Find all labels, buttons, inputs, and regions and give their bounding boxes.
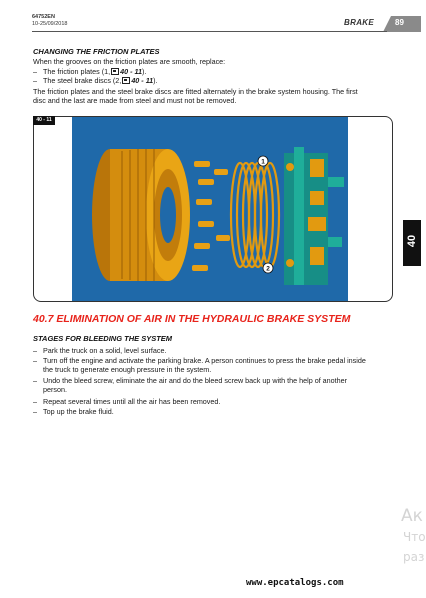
list-close: ). (141, 67, 147, 76)
footer-url[interactable]: www.epcatalogs.com (246, 578, 344, 588)
figure-ref: 40 - 11 (131, 76, 154, 85)
list-item (33, 407, 393, 416)
bleeding-heading: STAGES FOR BLEEDING THE SYSTEM (33, 334, 173, 343)
list-text: Undo the bleed screw, eliminate the air and do the bleed screw back up with the help of another (43, 376, 348, 385)
doc-date: 10-25/09/2018 (32, 20, 68, 27)
document-id (32, 14, 67, 27)
friction-note-line2: disc and the last are made from steel and must not be removed. (33, 96, 237, 105)
list-dash: – (33, 356, 37, 365)
list-text: the truck to generate enough pressure in the system. (43, 365, 212, 375)
list-text: The steel brake discs (2, (43, 76, 122, 85)
list-text: Repeat several times until all the air has been removed. (43, 397, 221, 406)
brake-hub (92, 149, 190, 281)
list-text: person. (43, 385, 67, 395)
friction-note-line1: The friction plates and the steel brake discs are fitted alternately in the brake system housing. The first (33, 87, 358, 96)
watermark-line1: Ак (401, 506, 423, 526)
list-dash: – (33, 376, 37, 385)
figure-ref: 40 - 11 (120, 67, 142, 76)
page-number: 89 (395, 18, 404, 27)
list-item (33, 67, 393, 76)
list-close: ). (153, 76, 158, 85)
figure-ref-icon (122, 77, 130, 84)
friction-intro: When the grooves on the friction plates are smooth, replace: (33, 57, 226, 66)
list-dash: – (33, 397, 37, 406)
watermark-line2: Что (403, 530, 426, 544)
doc-code: 64752EN (32, 14, 55, 20)
chapter-tab (403, 220, 421, 266)
friction-heading: CHANGING THE FRICTION PLATES (33, 47, 160, 56)
watermark-line3: раз (403, 550, 425, 564)
callout-2-label: 2 (266, 265, 270, 273)
list-dash: – (33, 76, 37, 85)
list-text: Top up the brake fluid. (43, 407, 114, 416)
callout-1 (258, 156, 268, 166)
list-item (33, 376, 393, 395)
list-item (33, 397, 393, 406)
list-item (33, 356, 393, 375)
list-item (33, 76, 393, 85)
section-title: 40.7 ELIMINATION OF AIR IN THE HYDRAULIC BRAKE SYSTEM (33, 313, 351, 325)
list-dash: – (33, 407, 37, 416)
list-text: Turn off the engine and activate the parking brake. A person continues to press the brake pedal inside (43, 356, 366, 365)
callout-1-label: 1 (261, 158, 265, 166)
list-text: Park the truck on a solid, level surface. (43, 346, 167, 355)
brake-assembly-illustration (72, 117, 348, 301)
figure-ref-icon (111, 68, 119, 75)
list-dash: – (33, 67, 37, 76)
list-dash: – (33, 346, 37, 355)
callout-2 (263, 263, 273, 273)
header-divider (32, 31, 387, 32)
figure-tag: 40 - 11 (33, 116, 55, 125)
list-item (33, 346, 393, 355)
section-name: BRAKE (344, 18, 374, 27)
chapter-tab-label: 40 (406, 234, 418, 248)
list-text: The friction plates (1, (43, 67, 111, 76)
